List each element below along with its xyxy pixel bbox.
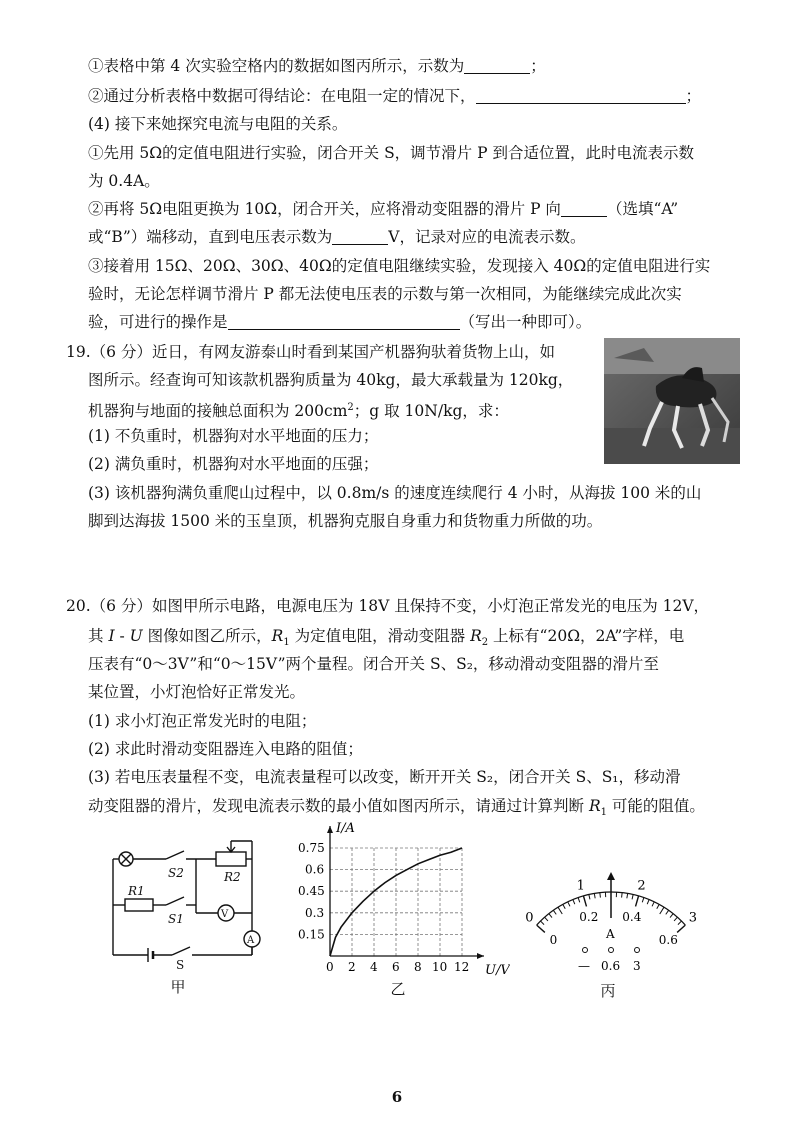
dial-tick xyxy=(545,917,548,921)
answer-blank[interactable] xyxy=(561,200,607,217)
dial-tick xyxy=(563,904,565,908)
dial-tick xyxy=(537,925,545,932)
dial-tick xyxy=(652,902,654,907)
dial-outer-label: 3 xyxy=(688,910,698,926)
dial-outer-label: 2 xyxy=(637,878,646,894)
iu-graph xyxy=(290,818,510,980)
subscript: 1 xyxy=(283,637,290,649)
y-tick-label: 0.6 xyxy=(305,862,325,877)
dial-tick xyxy=(600,893,601,898)
dial-tick xyxy=(594,893,595,898)
q18-text: ； xyxy=(530,57,546,75)
x-axis-arrow-icon xyxy=(477,953,484,959)
q19-text: ；g 取 10N/kg，求： xyxy=(353,402,509,421)
q19-line-7: 脚到达海拔 1500 米的玉皇顶，机器狗克服自身重力和货物重力所做的功。 xyxy=(88,512,603,530)
q18-text: ②通过分析表格中数据可得结论：在电阻一定的情况下， xyxy=(88,87,476,105)
dial-inner-label: 0.6 xyxy=(658,932,678,947)
dial-tick xyxy=(627,893,628,898)
q20-line-3: 压表有“0～3V”和“0～15V”两个量程。闭合开关 S、S₂，移动滑动变阻器的滑片至 xyxy=(88,655,659,673)
dial-tick xyxy=(642,898,644,903)
robot-dog-photo xyxy=(604,338,740,464)
q20-text: - xyxy=(114,627,130,645)
x-tick-label: 10 xyxy=(432,960,448,974)
q20-line-6: (2) 求此时滑动变阻器连入电路的阻值； xyxy=(88,740,363,758)
dial-tick xyxy=(568,902,570,907)
label-r1: R1 xyxy=(128,884,145,898)
pointer-head-icon xyxy=(607,872,615,880)
y-axis-arrow-icon xyxy=(327,826,333,833)
chart-grid xyxy=(330,848,462,956)
q18-line-7 xyxy=(88,227,585,247)
dial-tick xyxy=(589,894,590,899)
q20-line-2 xyxy=(88,626,684,653)
x-axis-label: U/V xyxy=(485,963,510,978)
circuit-diagram xyxy=(100,835,270,975)
dial-tick xyxy=(553,910,556,914)
dial-tick xyxy=(549,914,552,918)
label-s1: S1 xyxy=(168,912,184,926)
y-tick-label: 0.75 xyxy=(298,841,325,855)
terminal-icon xyxy=(635,948,640,953)
italic-symbol: I xyxy=(108,627,115,645)
rheostat-r2-icon xyxy=(216,852,246,866)
subscript: 2 xyxy=(481,637,489,649)
label-s2: S2 xyxy=(168,866,184,880)
resistor-r1-icon xyxy=(125,899,153,911)
terminal-icon xyxy=(609,948,614,953)
q18-line-5: 为 0.4A。 xyxy=(88,172,160,190)
switch-s-icon xyxy=(172,947,190,955)
dial-tick xyxy=(558,907,562,914)
dial-outer-label: 1 xyxy=(576,878,585,894)
q18-text: ②再将 5Ω电阻更换为 10Ω，闭合开关，应将滑动变阻器的滑片 P 向 xyxy=(88,200,561,218)
dial-inner-label: 0.2 xyxy=(579,910,599,925)
dial-tick xyxy=(674,917,677,921)
answer-blank[interactable] xyxy=(332,228,388,245)
dial-tick xyxy=(541,921,545,925)
label-a: A xyxy=(247,935,255,946)
q18-line-8: ③接着用 15Ω、20Ω、30Ω、40Ω的定值电阻继续实验，发现接入 40Ω的定值电阻进行实 xyxy=(88,257,711,275)
q20-line-7: (3) 若电压表量程不变，电流表量程可以改变，断开开关 S₂，闭合开关 S、S₁，移动滑 xyxy=(88,768,681,786)
q20-line-4: 某位置，小灯泡恰好正常发光。 xyxy=(88,683,306,701)
y-axis-label: I/A xyxy=(336,821,355,836)
chart-axes xyxy=(327,826,484,959)
x-tick-label: 4 xyxy=(370,960,378,974)
q18-line-2 xyxy=(88,86,701,106)
q20-text: 图像如图乙所示， xyxy=(142,627,272,645)
q18-text: 或“B”）端移动，直到电压表示数为 xyxy=(88,228,333,246)
superscript: 2 xyxy=(347,402,354,413)
dial-tick xyxy=(678,921,682,925)
q19-line-4: (1) 不负重时，机器狗对水平地面的压力； xyxy=(88,427,379,445)
dial-tick xyxy=(677,925,685,932)
q18-line-4: ①先用 5Ω的定值电阻进行实验，闭合开关 S，调节滑片 P 到合适位置，此时电流表示数 xyxy=(88,144,694,162)
answer-blank[interactable] xyxy=(476,87,686,104)
answer-blank[interactable] xyxy=(228,313,460,330)
q20-text: 上标有“20Ω，2A”字样，电 xyxy=(488,627,685,645)
dial-tick xyxy=(632,894,633,899)
q20-text: 动变阻器的滑片，发现电流表示数的最小值如图丙所示，请通过计算判断 xyxy=(88,797,589,815)
y-tick-label: 0.45 xyxy=(298,884,325,899)
figure-label-bing: 丙 xyxy=(600,982,616,1000)
q18-line-9: 验时，无论怎样调节滑片 P 都无法使电压表的示数与第一次相同，为能继续完成此次实 xyxy=(88,285,682,303)
dial-tick xyxy=(583,896,586,907)
dial-tick xyxy=(666,910,669,914)
q20-line-5: (1) 求小灯泡正常发光时的电阻； xyxy=(88,712,317,730)
italic-symbol: R xyxy=(588,797,601,815)
label-v: V xyxy=(221,909,229,920)
dial-tick xyxy=(670,914,673,918)
terminal-icon xyxy=(583,948,588,953)
y-tick-label: 0.15 xyxy=(298,927,325,942)
q18-text: ①表格中第 4 次实验空格内的数据如图丙所示，示数为 xyxy=(88,57,465,75)
q18-line-10 xyxy=(88,312,591,332)
q18-text: （选填“A” xyxy=(606,200,679,218)
q20-text: 可能的阻值。 xyxy=(606,797,705,815)
dial-outer-label: 0 xyxy=(525,910,534,926)
label-s: S xyxy=(176,958,185,972)
figure-label-jia: 甲 xyxy=(170,978,186,996)
y-tick-labels xyxy=(298,841,325,941)
figure-label-yi: 乙 xyxy=(390,980,406,998)
q19-text: 机器狗与地面的接触总面积为 200cm xyxy=(88,402,348,421)
q20-text: 为定值电阻，滑动变阻器 xyxy=(289,627,471,645)
ammeter-dial xyxy=(515,842,715,977)
q18-line-1 xyxy=(88,56,546,76)
q20-line-1: 20.（6 分）如图甲所示电路，电源电压为 18V 且保持不变，小灯泡正常发光的电压为 12V， xyxy=(66,597,710,615)
x-tick-label: 0 xyxy=(326,960,334,974)
terminal-label-negative: — xyxy=(578,959,590,973)
italic-symbol: U xyxy=(129,627,143,645)
q18-line-3: (4) 接下来她探究电流与电阻的关系。 xyxy=(88,115,348,133)
q18-text: （写出一种即可）。 xyxy=(459,313,592,331)
terminal-label-0-6: 0.6 xyxy=(601,959,621,973)
x-tick-label: 8 xyxy=(414,960,422,974)
q19-line-2: 图所示。经查询可知该款机器狗质量为 40kg，最大承载量为 120kg， xyxy=(88,371,574,389)
dial-tick xyxy=(660,907,664,914)
q18-text: ； xyxy=(685,87,702,105)
switch-s2-icon xyxy=(166,851,184,859)
x-tick-label: 6 xyxy=(392,960,400,974)
label-r2: R2 xyxy=(224,870,241,884)
dial-unit: A xyxy=(606,927,615,941)
subscript: 1 xyxy=(600,807,607,819)
italic-symbol: R xyxy=(271,627,284,645)
dial-tick xyxy=(657,904,659,908)
dial-tick xyxy=(622,893,623,898)
dial-tick xyxy=(578,898,580,903)
switch-s1-icon xyxy=(166,897,184,905)
terminal-label-3: 3 xyxy=(633,959,641,973)
q18-line-6 xyxy=(88,199,678,219)
x-tick-label: 12 xyxy=(454,960,470,974)
x-tick-label: 2 xyxy=(348,960,356,974)
q19-line-5: (2) 满负重时，机器狗对水平地面的压强； xyxy=(88,455,379,473)
dial-tick xyxy=(636,896,639,907)
q20-text: 其 xyxy=(88,627,109,645)
answer-blank[interactable] xyxy=(464,57,530,74)
dial-tick xyxy=(647,900,649,905)
q19-line-1: 19.（6 分）近日，有网友游泰山时看到某国产机器狗驮着货物上山，如 xyxy=(66,343,555,361)
page-number: 6 xyxy=(391,1088,403,1106)
q19-line-3 xyxy=(88,398,509,421)
x-tick-labels xyxy=(326,960,469,974)
italic-symbol: R xyxy=(470,627,482,645)
dial-tick xyxy=(573,900,575,905)
dial-inner-label: 0 xyxy=(549,932,558,947)
y-tick-label: 0.3 xyxy=(305,905,325,920)
q18-text: V，记录对应的电流表示数。 xyxy=(388,228,586,246)
dial-inner-label: 0.4 xyxy=(622,910,642,925)
q19-line-6: (3) 该机器狗满负重爬山过程中，以 0.8m/s 的速度连续爬行 4 小时，从海拔 100 米的山 xyxy=(88,484,702,502)
q18-text: 验，可进行的操作是 xyxy=(88,313,228,331)
